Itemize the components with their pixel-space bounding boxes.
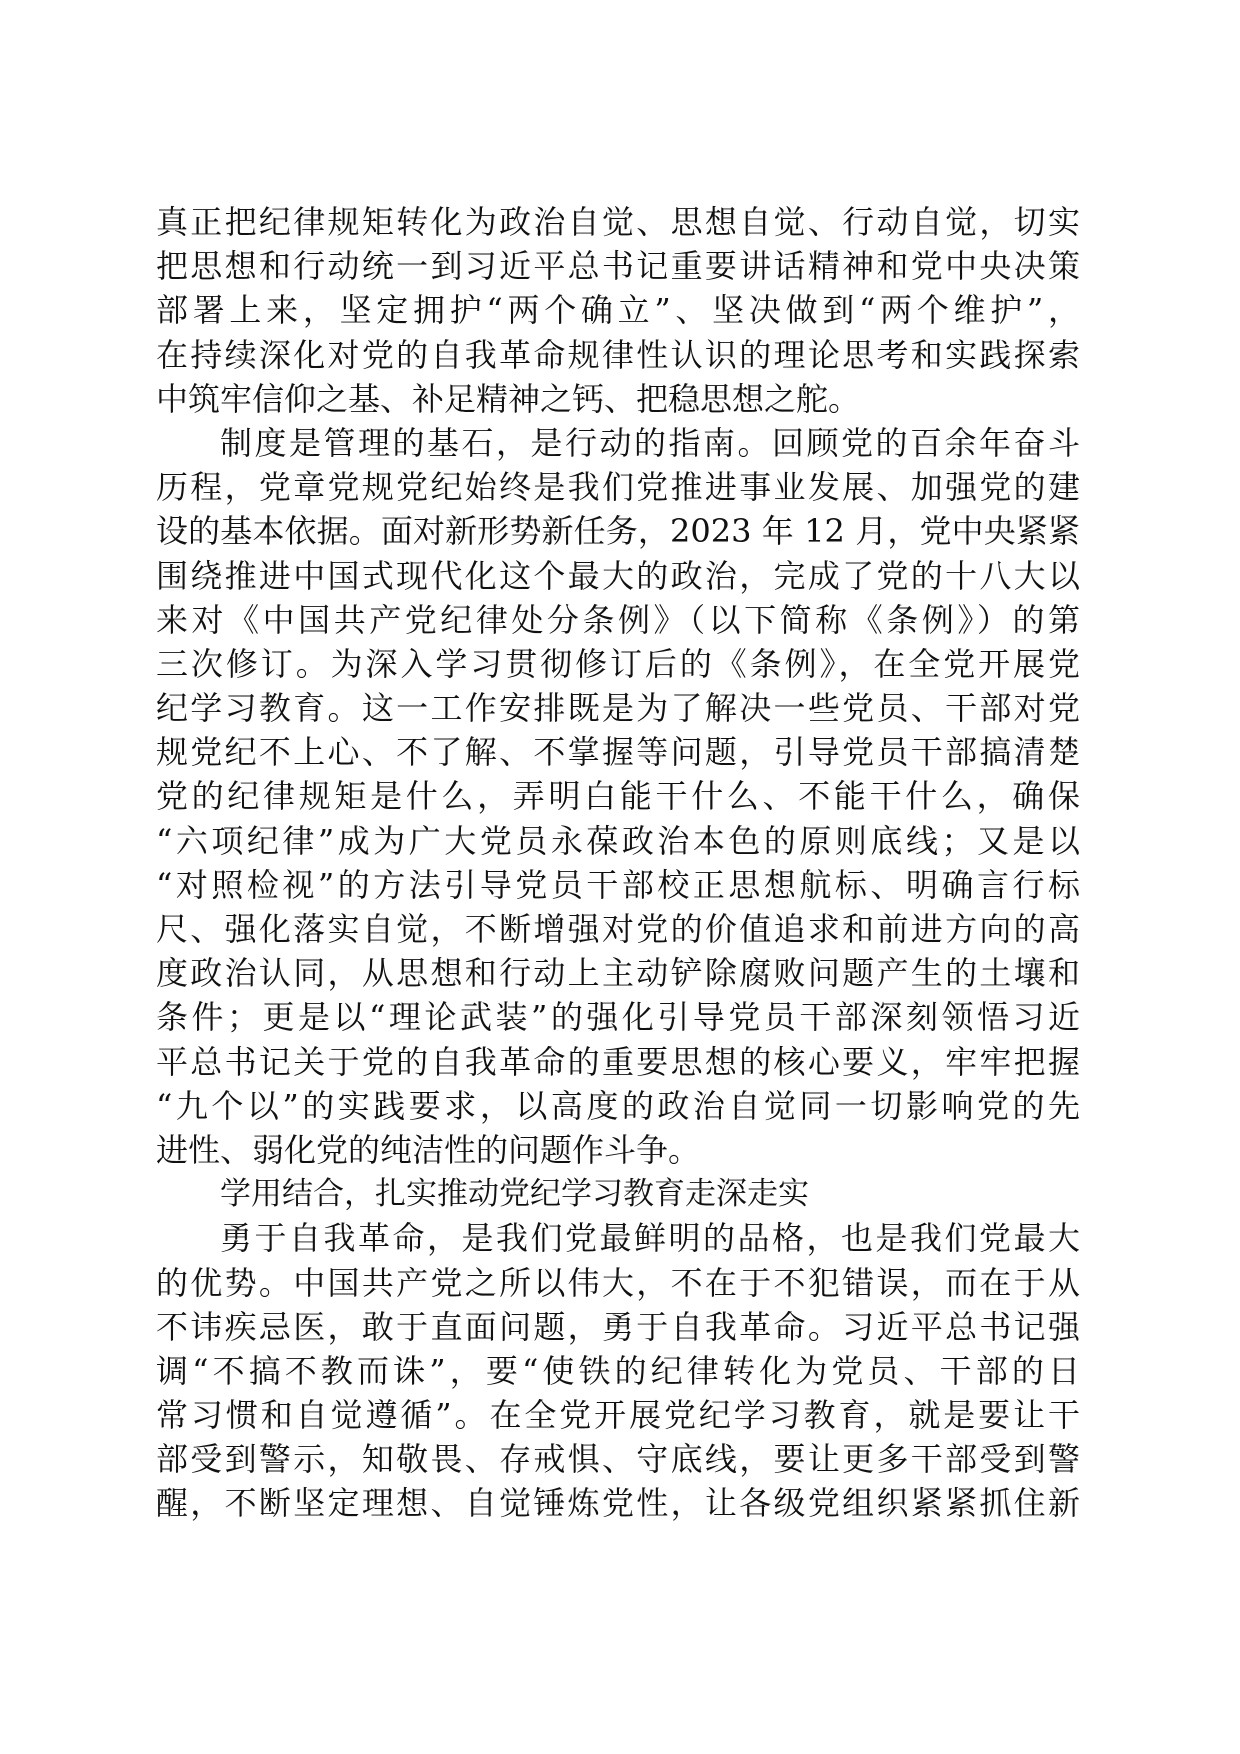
section-heading: 学用结合，扎实推动党纪学习教育走深走实 <box>220 1176 809 1213</box>
text-line: 部署上来，坚定拥护“两个确立”、坚决做到“两个维护”， <box>156 291 1080 330</box>
document-body <box>156 200 1080 1526</box>
paragraph-3 <box>156 1216 1080 1525</box>
text-line: 来对《中国共产党纪律处分条例》（以下简称《条例》）的第 <box>156 600 1080 639</box>
text-line: 勇于自我革命，是我们党最鲜明的品格，也是我们党最大 <box>220 1219 1080 1258</box>
text-line: 平总书记关于党的自我革命的重要思想的核心要义，牢牢把握 <box>156 1042 1080 1081</box>
text-line: 在持续深化对党的自我革命规律性认识的理论思考和实践探索 <box>156 335 1080 374</box>
text-line: “九个以”的实践要求，以高度的政治自觉同一切影响党的先 <box>156 1086 1080 1125</box>
text-line: 度政治认同，从思想和行动上主动铲除腐败问题产生的土壤和 <box>156 954 1080 993</box>
text-line: 尺、强化落实自觉，不断增强对党的价值追求和前进方向的高 <box>156 910 1080 948</box>
text-line: 纪学习教育。这一工作安排既是为了解决一些党员、干部对党 <box>156 689 1080 728</box>
text-line: 围绕推进中国式现代化这个最大的政治，完成了党的十八大以 <box>156 556 1080 595</box>
text-line: 把思想和行动统一到习近平总书记重要讲话精神和党中央决策 <box>156 247 1080 286</box>
text-line: 的优势。中国共产党之所以伟大，不在于不犯错误，而在于从 <box>156 1263 1080 1302</box>
text-line: 醒，不断坚定理想、自觉锤炼党性，让各级党组织紧紧抓住新 <box>156 1484 1080 1523</box>
paragraph-2 <box>156 421 1080 1172</box>
text-line: 设的基本依据。面对新形势新任务，2023 年 12 月，党中央紧紧 <box>156 512 1080 551</box>
text-line: 真正把纪律规矩转化为政治自觉、思想自觉、行动自觉，切实 <box>156 203 1080 241</box>
text-line: 规党纪不上心、不了解、不掌握等问题，引导党员干部搞清楚 <box>156 733 1080 772</box>
text-line: 部受到警示，知敬畏、存戒惧、守底线，要让更多干部受到警 <box>156 1440 1080 1479</box>
text-line: “六项纪律”成为广大党员永葆政治本色的原则底线；又是以 <box>156 821 1080 860</box>
text-line: 调“不搞不教而诛”，要“使铁的纪律转化为党员、干部的日 <box>156 1351 1080 1390</box>
paragraph-1 <box>156 200 1080 421</box>
text-line: 进性、弱化党的纯洁性的问题作斗争。 <box>156 1130 701 1169</box>
text-line: 党的纪律规矩是什么，弄明白能干什么、不能干什么，确保 <box>156 777 1080 816</box>
text-line: “对照检视”的方法引导党员干部校正思想航标、明确言行标 <box>156 865 1080 904</box>
text-line: 常习惯和自觉遵循”。在全党开展党纪学习教育，就是要让干 <box>156 1396 1080 1435</box>
text-line: 中筑牢信仰之基、补足精神之钙、把稳思想之舵。 <box>156 379 861 418</box>
text-line: 条件；更是以“理论武装”的强化引导党员干部深刻领悟习近 <box>156 998 1080 1037</box>
text-line: 三次修订。为深入学习贯彻修订后的《条例》，在全党开展党 <box>156 644 1080 683</box>
text-line: 制度是管理的基石，是行动的指南。回顾党的百余年奋斗 <box>220 423 1080 462</box>
text-line: 历程，党章党规党纪始终是我们党推进事业发展、加强党的建 <box>156 468 1080 507</box>
text-line: 不讳疾忌医，敢于直面问题，勇于自我革命。习近平总书记强 <box>156 1307 1080 1346</box>
